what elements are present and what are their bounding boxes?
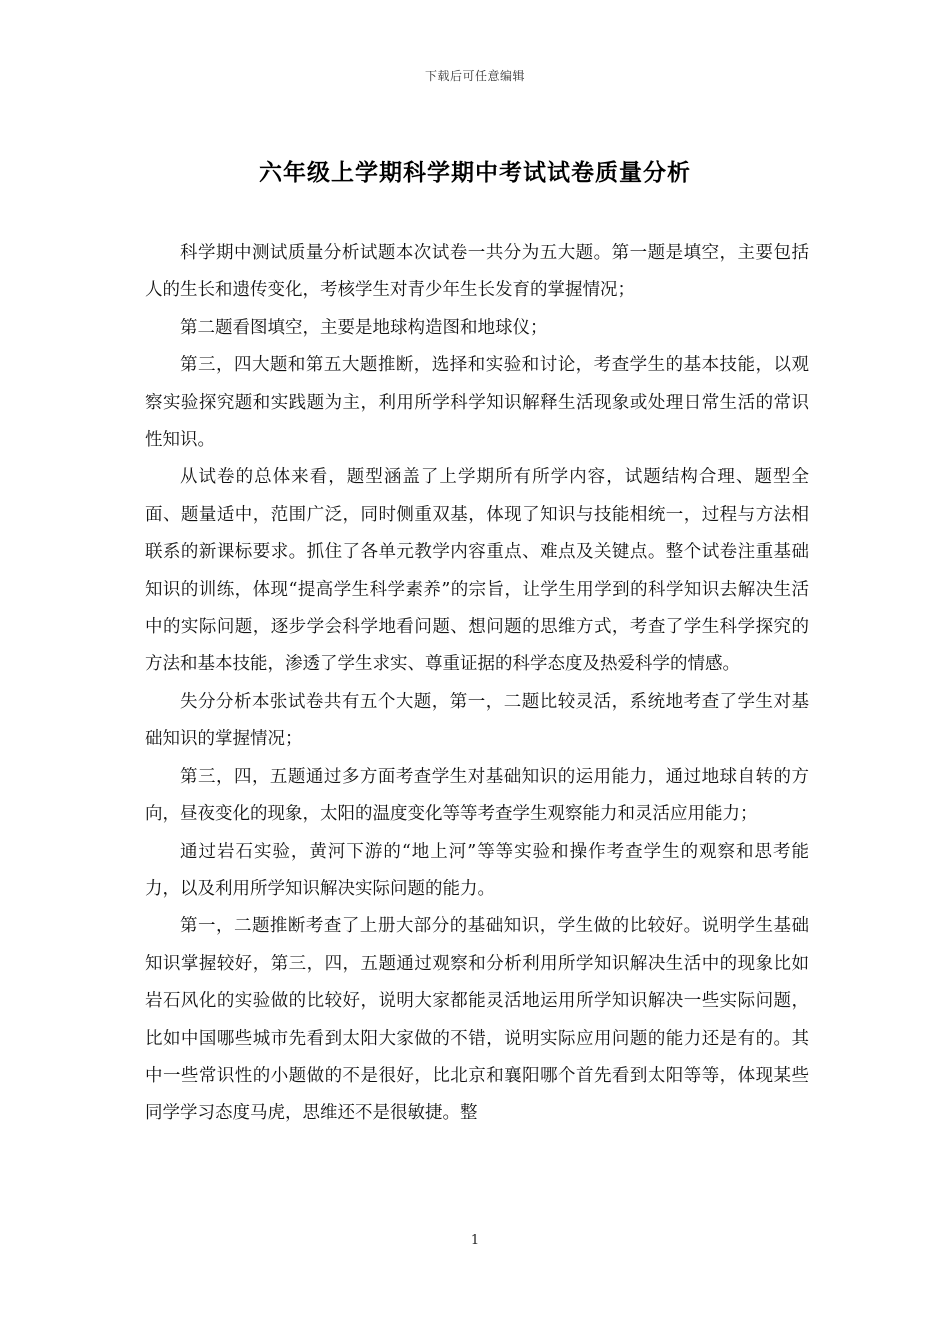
- page-header: 下载后可任意编辑: [424, 69, 525, 83]
- document-body: [145, 235, 809, 1133]
- body-paragraph: 第一，二题推断考查了上册大部分的基础知识，学生做的比较好。说明学生基础知识掌握较好，第三，四，五题通过观察和分析利用所学知识解决生活中的现象比如岩石风化的实验做的比较好，说明大家都能灵活地运用所学知识解决一些实际问题，比如中国哪些城市先看到太阳大家做的不错，说明实际应用问题的能力还是有的。其中一些常识性的小题做的不是很好，比北京和襄阳哪个首先看到太阳等等，体现某些同学学习态度马虎，思维还不是很敏捷。整: [145, 916, 809, 1124]
- body-paragraph: 失分分析本张试卷共有五个大题，第一，二题比较灵活，系统地考查了学生对基础知识的掌握情况；: [145, 691, 809, 750]
- body-paragraph: 第三，四大题和第五大题推断，选择和实验和讨论，考查学生的基本技能，以观察实验探究题和实践题为主，利用所学科学知识解释生活现象或处理日常生活的常识性知识。: [145, 355, 809, 451]
- body-paragraph: 从试卷的总体来看，题型涵盖了上学期所有所学内容，试题结构合理、题型全面、题量适中，范围广泛，同时侧重双基，体现了知识与技能相统一，过程与方法相联系的新课标要求。抓住了各单元教学内容重点、难点及关键点。整个试卷注重基础知识的训练，体现“提高学生科学素养”的宗旨，让学生用学到的科学知识去解决生活中的实际问题，逐步学会科学地看问题、想问题的思维方式，考查了学生科学探究的方法和基本技能，渗透了学生求实、尊重证据的科学态度及热爱科学的情感。: [145, 467, 809, 675]
- body-paragraph: 第二题看图填空，主要是地球构造图和地球仪；: [180, 317, 548, 338]
- body-paragraph: 科学期中测试质量分析试题本次试卷一共分为五大题。第一题是填空，主要包括人的生长和遗传变化，考核学生对青少年生长发育的掌握情况；: [145, 243, 809, 301]
- body-paragraph: 通过岩石实验，黄河下游的“地上河”等等实验和操作考查学生的观察和思考能力，以及利用所学知识解决实际问题的能力。: [145, 841, 809, 899]
- document-title: 六年级上学期科学期中考试试卷质量分析: [259, 159, 691, 186]
- page-number: 1: [470, 1233, 480, 1248]
- body-paragraph: 第三，四，五题通过多方面考查学生对基础知识的运用能力，通过地球自转的方向，昼夜变化的现象，太阳的温度变化等等考查学生观察能力和灵活应用能力；: [145, 766, 809, 825]
